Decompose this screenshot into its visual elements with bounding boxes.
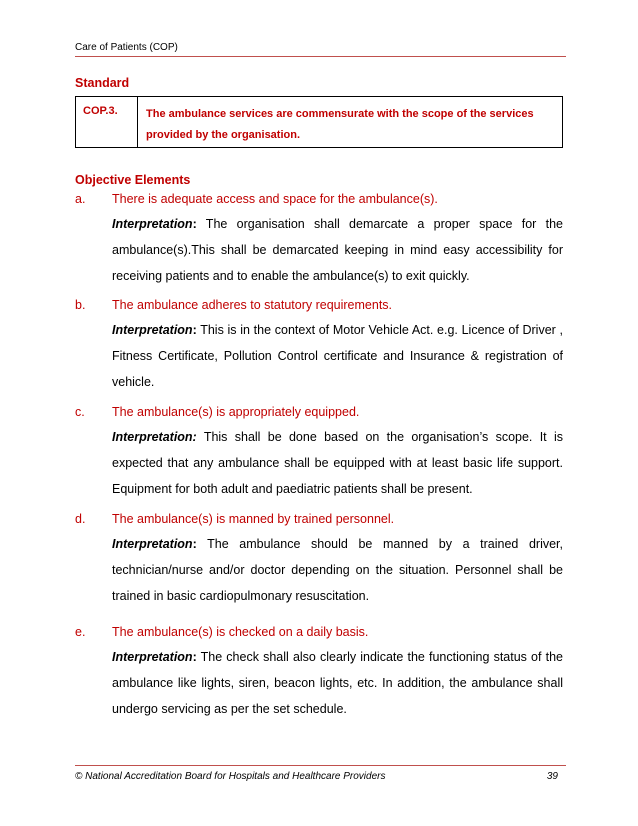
element-letter: c. [75,405,85,419]
interpretation-label: Interpretation: [112,430,197,444]
element-letter: e. [75,625,86,639]
element-title: The ambulance(s) is appropriately equipped. [112,405,360,419]
objective-element-a [75,190,563,289]
objective-element-b [75,296,563,395]
interpretation-label: Interpretation [112,650,193,664]
interpretation-separator: : [192,323,197,337]
interpretation-separator: : [192,217,197,231]
objective-element-d [75,510,563,609]
interpretation-separator: : [192,650,197,664]
element-title: There is adequate access and space for the ambulance(s). [112,192,438,206]
element-letter: b. [75,298,86,312]
element-interpretation [112,531,563,609]
footer-divider [75,765,566,766]
element-interpretation [112,424,563,502]
element-title: The ambulance(s) is checked on a daily basis. [112,625,369,639]
interpretation-label: Interpretation [112,537,193,551]
standard-text: The ambulance services are commensurate with the scope of the services provided by the organisation. [146,108,534,141]
footer-copyright: © National Accreditation Board for Hospitals and Healthcare Providers [75,771,386,782]
element-title: The ambulance(s) is manned by trained personnel. [112,512,395,526]
objective-elements-heading: Objective Elements [75,173,191,187]
page-number: 39 [546,771,558,782]
standard-table [75,96,563,148]
objective-element-e [75,623,563,722]
interpretation-text: The organisation shall demarcate a proper space for the ambulance(s).This shall be demarcated keeping in mind easy accessibility for receiving patients and to enable the ambulance(s) to exit quickly. [112,217,563,283]
header-divider [75,56,566,57]
element-interpretation [112,644,563,722]
interpretation-label: Interpretation [112,217,193,231]
interpretation-text: This is in the context of Motor Vehicle Act. e.g. Licence of Driver , Fitness Certificate, Pollution Control certificate and Insurance & registration of vehicle. [112,323,563,389]
page-header-title: Care of Patients (COP) [75,42,178,53]
standard-code: COP.3. [76,97,138,147]
element-letter: d. [75,512,86,526]
interpretation-separator: : [192,537,197,551]
element-title: The ambulance adheres to statutory requirements. [112,298,393,312]
interpretation-label: Interpretation [112,323,193,337]
element-letter: a. [75,192,86,206]
interpretation-text: The check shall also clearly indicate the functioning status of the ambulance like lights, siren, beacon lights, etc. In addition, the ambulance shall undergo servicing as per the set schedule. [112,650,563,716]
standard-heading: Standard [75,76,130,90]
interpretation-text: The ambulance should be manned by a trained driver, technician/nurse and/or doctor depending on the situation. Personnel shall be trained in basic cardiopulmonary resuscitation. [112,537,563,603]
element-interpretation [112,317,563,395]
objective-element-c [75,403,563,502]
interpretation-text: This shall be done based on the organisation’s scope. It is expected that any ambulance shall be equipped with at least basic life support. Equipment for both adult and paediatric patients shall be present. [112,430,563,496]
element-interpretation [112,211,563,289]
